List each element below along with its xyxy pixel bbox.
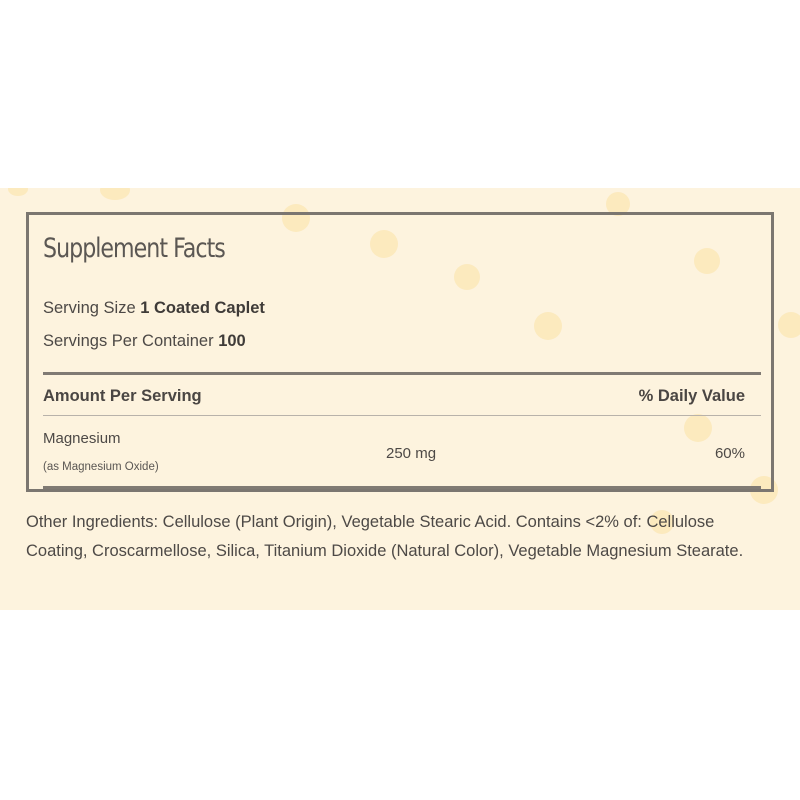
nutrient-source: (as Magnesium Oxide) <box>43 461 159 473</box>
supplement-facts-box <box>26 212 774 492</box>
divider-thick-bottom <box>43 486 761 489</box>
servings-per-container-label: Servings Per Container <box>43 332 214 350</box>
servings-per-container <box>43 332 246 351</box>
nutrient-daily-value: 60% <box>714 445 745 462</box>
header-amount-per-serving: Amount Per Serving <box>43 387 202 405</box>
divider-thin <box>43 415 761 416</box>
serving-size-value: 1 Coated Caplet <box>140 299 265 317</box>
serving-size-label: Serving Size <box>43 299 136 317</box>
servings-per-container-value: 100 <box>218 332 246 350</box>
background-dot <box>8 188 28 196</box>
header-daily-value: % Daily Value <box>638 387 745 405</box>
nutrient-name: Magnesium <box>43 430 121 447</box>
background-dot <box>100 188 130 200</box>
serving-size <box>43 299 265 318</box>
background-dot <box>778 312 800 338</box>
other-ingredients: Other Ingredients: Cellulose (Plant Origin), Vegetable Stearic Acid. Contains <2% of: Cellulose Coating, Croscarmellose, Silica, Titanium Dioxide (Natural Color), Vegetable Magnesium Stearate. <box>26 513 744 560</box>
divider-thick <box>43 372 761 375</box>
supplement-panel <box>0 188 800 610</box>
nutrient-amount: 250 mg <box>386 445 437 462</box>
supplement-facts-title: Supplement Facts <box>43 233 225 264</box>
